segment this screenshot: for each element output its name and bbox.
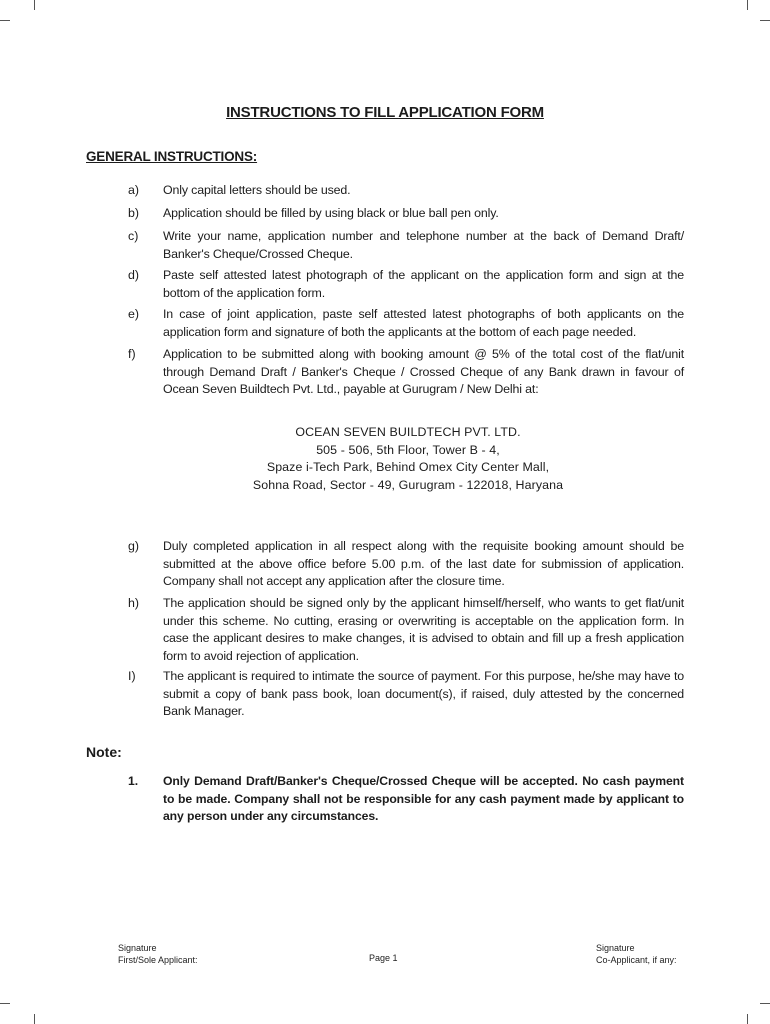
list-item bbox=[128, 595, 684, 665]
list-item bbox=[128, 668, 684, 721]
item-label: e) bbox=[128, 307, 140, 321]
company-address bbox=[180, 424, 636, 494]
item-text: Only capital letters should be used. bbox=[163, 183, 351, 197]
item-text: Duly completed application in all respect along with the requisite booking amount should be submitted at the above office before 5.00 p.m. of the last date for submission of application. Company shall not accept any application after the closure time. bbox=[163, 539, 684, 589]
list-item bbox=[128, 267, 684, 302]
section-heading: GENERAL INSTRUCTIONS: bbox=[86, 149, 258, 164]
item-text: The applicant is required to intimate the source of payment. For this purpose, he/she may have to submit a copy of bank pass book, loan document(s), if raised, duly attested by the concerned Bank Manager. bbox=[163, 669, 684, 719]
note-item bbox=[128, 773, 684, 826]
signature-label: Signature bbox=[118, 943, 157, 953]
signature-role: Co-Applicant, if any: bbox=[596, 955, 677, 965]
item-label: c) bbox=[128, 229, 139, 243]
item-text: Paste self attested latest photograph of the applicant on the application form and sign at the bottom of the application form. bbox=[163, 268, 684, 300]
item-label: d) bbox=[128, 268, 140, 282]
signature-first-applicant bbox=[118, 942, 198, 966]
list-item bbox=[128, 538, 684, 591]
list-item bbox=[128, 306, 684, 341]
page-title: INSTRUCTIONS TO FILL APPLICATION FORM bbox=[226, 104, 544, 121]
crop-mark bbox=[0, 1003, 10, 1004]
item-label: g) bbox=[128, 539, 140, 553]
note-heading: Note: bbox=[86, 744, 122, 760]
list-item bbox=[128, 346, 684, 399]
crop-mark bbox=[34, 0, 35, 10]
item-text: Application to be submitted along with booking amount @ 5% of the total cost of the flat/unit through Demand Draft / Banker's Cheque / Crossed Cheque of any Bank drawn in favour of Ocean Seven Buildtech Pvt. Ltd., payable at Gurugram / New Delhi at: bbox=[163, 347, 684, 397]
item-label: h) bbox=[128, 596, 140, 610]
item-text: Application should be filled by using black or blue ball pen only. bbox=[163, 206, 499, 220]
item-text: Write your name, application number and telephone number at the back of Demand Draft/ Banker's Cheque/Crossed Cheque. bbox=[163, 229, 684, 261]
note-label: 1. bbox=[128, 774, 139, 788]
signature-co-applicant bbox=[596, 942, 677, 966]
list-item bbox=[128, 205, 684, 223]
crop-mark bbox=[34, 1014, 35, 1024]
item-label: I) bbox=[128, 669, 136, 683]
crop-mark bbox=[760, 1003, 770, 1004]
crop-mark bbox=[760, 20, 770, 21]
item-text: The application should be signed only by the applicant himself/herself, who wants to get flat/unit under this scheme. No cutting, erasing or overwriting is acceptable on the application form. In case the applicant desires to make changes, it is advised to obtain and fill up a fresh application form to avoid rejection of application. bbox=[163, 596, 684, 663]
address-line: OCEAN SEVEN BUILDTECH PVT. LTD. bbox=[295, 425, 521, 439]
crop-mark bbox=[747, 0, 748, 10]
item-text: In case of joint application, paste self attested latest photographs of both applicants on the application form and signature of both the applicants at the bottom of each page needed. bbox=[163, 307, 684, 339]
page-number: Page 1 bbox=[369, 953, 398, 963]
address-line: Spaze i-Tech Park, Behind Omex City Center Mall, bbox=[266, 460, 550, 475]
address-line: Sohna Road, Sector - 49, Gurugram - 122018, Haryana bbox=[252, 477, 564, 492]
list-item bbox=[128, 228, 684, 263]
note-text: Only Demand Draft/Banker's Cheque/Crossed Cheque will be accepted. No cash payment to be made. Company shall not be responsible for any cash payment made by applicant to any person under any circumstances. bbox=[163, 774, 684, 824]
item-label: b) bbox=[128, 206, 140, 220]
item-label: a) bbox=[128, 183, 140, 197]
item-label: f) bbox=[128, 347, 136, 361]
list-item bbox=[128, 182, 684, 200]
crop-mark bbox=[747, 1014, 748, 1024]
address-line: 505 - 506, 5th Floor, Tower B - 4, bbox=[316, 442, 500, 457]
crop-mark bbox=[0, 20, 10, 21]
signature-label: Signature bbox=[596, 943, 635, 953]
signature-role: First/Sole Applicant: bbox=[118, 955, 198, 965]
